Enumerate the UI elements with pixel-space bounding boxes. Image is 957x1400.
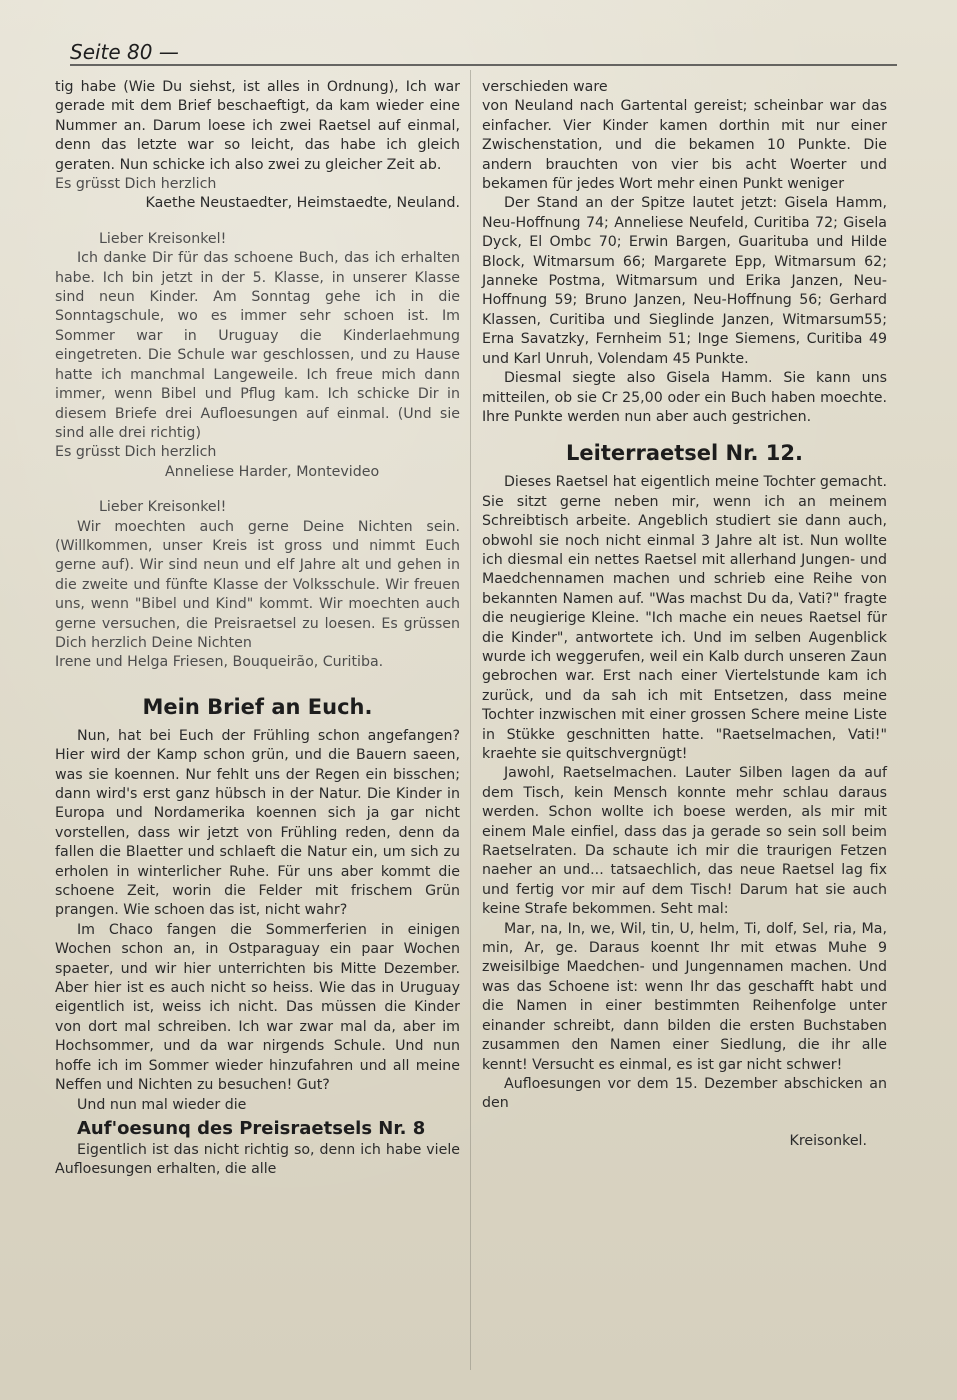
section-heading-leiterraetsel: Leiterraetsel Nr. 12.	[566, 441, 803, 466]
aufloesung-paragraph: Eigentlich ist das nicht richtig so, denn ich habe viele Aufloesungen erhalten, die alle	[55, 1141, 460, 1178]
letter-2-greeting: Es grüsst Dich herzlich	[55, 444, 217, 461]
section-heading-brief: Mein Brief an Euch.	[142, 694, 373, 719]
leiter-paragraph-1: Dieses Raetsel hat eigentlich meine Tochter gemacht. Sie sitzt gerne neben mir, wenn ich an meinem Schreibtisch arbeite. Angeblich studiert sie dann auch, obwohl sie noch nicht einmal 3 Jahre alt ist. Nun wollte ich diesmal ein nettes Raetsel mit allerhand Jungen- und Maedchennamen machen und schrieb eine Reihe von bekannten Namen auf. "Was machst Du da, Vati?" fragte die neugierige Kleine. "Ich mache ein neues Raetsel für die Kinder", antwortete ich. Und im selben Augenblick wurde ich weggerufen, weil ein Kalb durch unseren Zaun gebrochen war. Erst nach einer Viertelstunde kam ich zurück, und da sah ich mit Entsetzen, dass meine Tochter inzwischen mit einer grossen Schere meine Liste in Stükke geschnitten hatte. "Raetselmachen, Vati!" kraehte sie quitschvergnügt!	[482, 474, 887, 762]
standings-paragraph: Der Stand an der Spitze lautet jetzt: Gisela Hamm, Neu-Hoffnung 74; Anneliese Neufeld, Curitiba 72; Gisela Dyck, El Ombc 70; Erwin Bargen, Guarituba und Hilde Block, Witmarsum 66; Margarete Epp, Witmarsum 62; Janneke Postma, Witmarsum und Erika Janzen, Neu-Hoffnung 59; Bruno Janzen, Neu-Hoffnung 56; Gerhard Klassen, Curitiba und Sieglinde Janzen, Witmarsum55; Erna Savatzky, Fernheim 51; Inge Siemens, Curitiba 49 und Karl Unruh, Volendam 45 Punkte.	[482, 195, 887, 367]
letter-2-salutation: Lieber Kreisonkel!	[99, 230, 227, 247]
header-rule	[70, 64, 897, 66]
letter-1-text: tig habe (Wie Du siehst, ist alles in Ordnung), Ich war gerade mit dem Brief beschaeftigt, da kam wieder eine Nummer an. Darum loese ich zwei Raetsel auf einmal, denn das letzte war so leicht, das habe ich gleich geraten. Nun schicke ich also zwei zu gleicher Zeit ab.	[55, 79, 460, 173]
letter-1-signature: Kaethe Neustaedter, Heimstaedte, Neuland.	[145, 195, 460, 212]
winner-paragraph: Diesmal siegte also Gisela Hamm. Sie kann uns mitteilen, ob sie Cr 25,00 oder ein Buch haben moechte. Ihre Punkte werden nun aber auch gestrichen.	[482, 370, 887, 425]
letter-3-text: Wir moechten auch gerne Deine Nichten sein. (Willkommen, unser Kreis ist gross und nimmt Euch gerne auf). Wir sind neun und elf Jahre alt und gehen in die zweite und fünfte Klasse der Volksschule. Wir freuen uns, wenn "Bibel und Kind" kommt. Wir moechten auch gerne versuchen, die Preisraetsel zu loesen. Es grüssen Dich herzlich Deine Nichten	[55, 518, 460, 651]
brief-paragraph-1: Nun, hat bei Euch der Frühling schon angefangen? Hier wird der Kamp schon grün, und die Bauern saeen, was sie koennen. Nur fehlt uns der Regen ein bisschen; dann wird's erst ganz hübsch in der Natur. Die Kinder in Europa und Nordamerika koennen sich ja gar nicht vorstellen, dass wir jetzt von Frühling reden, denn da fallen die Blaetter und schlaeft die Natur ein, um sich zu erholen in winterlicher Ruhe. Für uns aber kommt die schoene Zeit, worin die Felder mit frischem Grün prangen. Wie schoen das ist, nicht wahr?	[55, 727, 460, 919]
column-divider	[470, 70, 471, 1370]
deadline-paragraph: Aufloesungen vor dem 15. Dezember abschicken an den	[482, 1075, 887, 1112]
letter-3-salutation: Lieber Kreisonkel!	[99, 499, 227, 516]
leiter-paragraph-2: Jawohl, Raetselmachen. Lauter Silben lagen da auf dem Tisch, kein Mensch konnte mehr schlau daraus werden. Schon wollte ich boese werden, als mir mit einem Male einfiel, dass das ja gerade so sein soll beim Raetselraten. Da schaute ich mir die traurigen Fetzen naeher an und... tatsaechlich, das neue Raetsel lag fix und fertig vor mir auf dem Tisch! Darum hat sie auch keine Strafe bekommen. Seht mal:	[482, 765, 887, 918]
letter-1-greeting: Es grüsst Dich herzlich	[55, 176, 217, 193]
page-header: Seite 80 —	[70, 40, 179, 64]
letter-2-signature: Anneliese Harder, Montevideo	[165, 463, 380, 480]
letter-2-text: Ich danke Dir für das schoene Buch, das ich erhalten habe. Ich bin jetzt in der 5. Klasse, in unserer Klasse sind neun Kinder. Am Sonntag gehe ich in die Sonntagschule, wo es immer sehr schoen ist. Im Sommer war in Uruguay die Kinderlaehmung eingetreten. Die Schule war geschlossen, und zu Hause hatte ich manchmal Langeweile. Ich freue mich dann immer, wenn Bibel und Pflug kam. Ich schicke Dir in diesem Briefe drei Aufloesungen auf einmal. (Und sie sind alle drei richtig)	[55, 250, 460, 441]
brief-paragraph-2: Im Chaco fangen die Sommerferien in einigen Wochen schon an, in Ostparaguay ein paar Wochen spaeter, und wir hier unterrichten bis Mitte Dezember. Aber hier ist es auch nicht so heiss. Wie das in Uruguay eigentlich ist, weiss ich nicht. Das müssen die Kinder von dort mal schreiben. Ich war zwar mal da, aber im Hochsommer, und da war nirgends Schule. Und nun hoffe ich im Sommer wieder hinzufahren und all meine Neffen und Nichten zu besuchen! Gut?	[55, 921, 460, 1094]
continued-text-top: verschieden ware	[482, 79, 608, 95]
section-heading-aufloesung: Auf'oesunq des Preisraetsels Nr. 8	[77, 1117, 426, 1139]
results-paragraph-1: von Neuland nach Gartental gereist; scheinbar war das einfacher. Vier Kinder kamen dorthin mit nur einer Zwischenstation, und die bekamen 10 Punkte. Die andern brauchten von vier bis acht Woerter und bekamen für jedes Wort mehr einen Punkt weniger	[482, 98, 887, 193]
right-column	[482, 78, 887, 1380]
letter-3-signature: Irene und Helga Friesen, Bouqueirão, Curitiba.	[55, 654, 384, 671]
leiter-syllables-paragraph: Mar, na, In, we, Wil, tin, U, helm, Ti, dolf, Sel, ria, Ma, min, Ar, ge. Daraus koennt Ihr mit etwas Muhe 9 zweisilbige Maedchen- und Jungennamen machen. Und was das Schoene ist: wenn Ihr das geschafft habt und die Namen in einer bestimmten Reihenfolge unter einander schreibt, dann bilden die ersten Buchstaben zusammen den Namen einer Siedlung, die ihr alle kennt! Versucht es einmal, es ist gar nicht schwer!	[482, 920, 887, 1073]
closing-signature: Kreisonkel.	[789, 1132, 867, 1149]
brief-paragraph-3: Und nun mal wieder die	[77, 1096, 247, 1113]
left-column	[55, 78, 460, 1380]
